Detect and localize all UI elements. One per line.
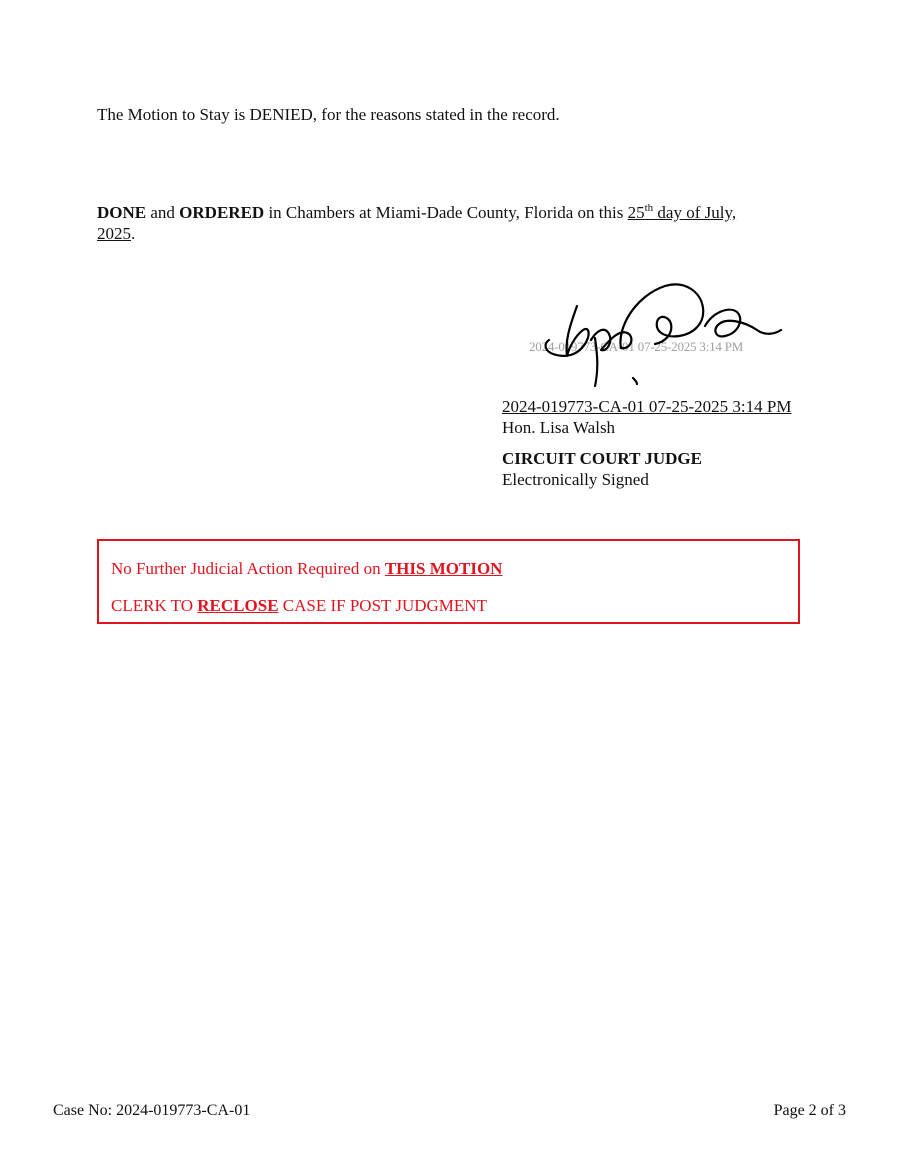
ordered-label: ORDERED (179, 203, 265, 222)
signature-stamp-overlay: 2024-019773-CA-01 07-25-2025 3:14 PM (529, 339, 744, 354)
day-number: 25 (627, 203, 645, 222)
judicial-action-notice (97, 539, 800, 624)
footer-page-number: Page 2 of 3 (773, 1102, 846, 1119)
done-label: DONE (97, 203, 147, 222)
done-and-ordered-paragraph (97, 202, 787, 244)
order-year: 2025 (97, 224, 131, 243)
footer-case-number: Case No: 2024-019773-CA-01 (53, 1102, 251, 1119)
notice-line-1 (111, 559, 502, 579)
day-of-month: day of July, (657, 203, 737, 222)
signature-block (502, 396, 791, 490)
notice-line-2-suffix: CASE IF POST JUDGMENT (282, 596, 487, 615)
signed-note: Electronically Signed (502, 470, 649, 489)
notice-line-2 (111, 596, 487, 616)
handwritten-signature (525, 278, 785, 393)
day-suffix: th (644, 202, 654, 214)
judge-title: CIRCUIT COURT JUDGE (502, 449, 702, 468)
and-word: and (150, 203, 175, 222)
notice-line-1-text: No Further Judicial Action Required on (111, 559, 381, 578)
notice-line-1-emphasis: THIS MOTION (384, 559, 503, 578)
sentence-period: . (131, 224, 136, 243)
signature-stamp-line: 2024-019773-CA-01 07-25-2025 3:14 PM (502, 397, 792, 416)
chambers-text: in Chambers at Miami-Dade County, Florida on this (268, 203, 624, 222)
signature-icon (525, 278, 785, 393)
notice-line-2-prefix: CLERK TO (111, 596, 194, 615)
notice-line-2-emphasis: RECLOSE (197, 596, 279, 615)
judge-name: Hon. Lisa Walsh (502, 418, 616, 437)
motion-ruling-text: The Motion to Stay is DENIED, for the reasons stated in the record. (97, 105, 560, 124)
